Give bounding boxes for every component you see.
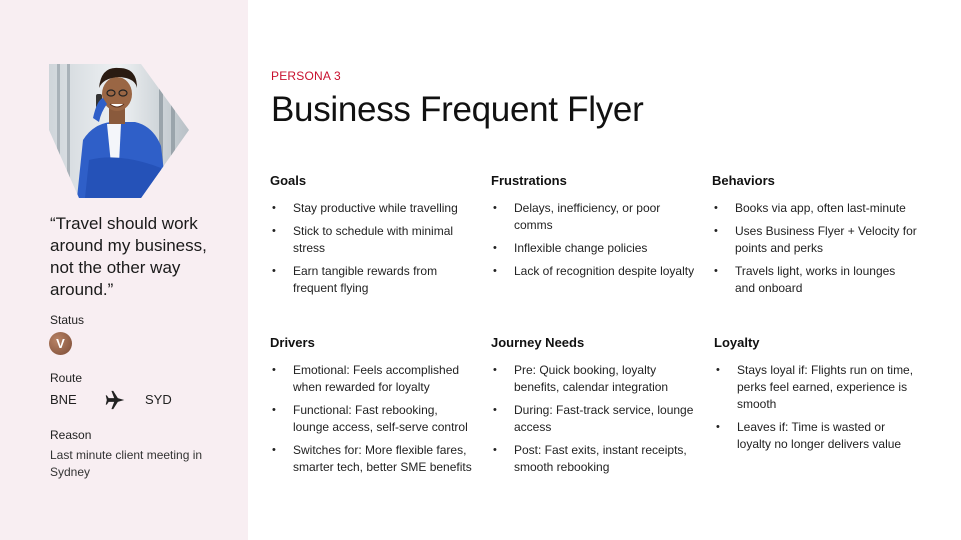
list-item: • Stick to schedule with minimal stress (270, 223, 475, 257)
section-title: Behaviors (712, 173, 775, 188)
persona-quote: “Travel should work around my business, not the other way around.” (50, 214, 207, 299)
section-frustrations (491, 173, 696, 286)
status-label: Status (50, 313, 85, 327)
list-item: • Earn tangible rewards from frequent flying (270, 263, 475, 297)
reason-label: Reason (50, 428, 92, 442)
reason-text: Last minute client meeting in Sydney (50, 448, 203, 479)
route-label: Route (50, 371, 83, 385)
list-item: • Stay productive while travelling (270, 200, 475, 217)
section-title: Drivers (270, 335, 315, 350)
list-item: • Uses Business Flyer + Velocity for points and perks (712, 223, 917, 257)
list-item: • Lack of recognition despite loyalty (491, 263, 696, 280)
list-item: • Stays loyal if: Flights run on time, perks feel earned, experience is smooth (714, 362, 919, 413)
section-journey-needs (491, 335, 696, 482)
section-title: Loyalty (714, 335, 760, 350)
list-item: • Pre: Quick booking, loyalty benefits, calendar integration (491, 362, 696, 396)
section-goals (270, 173, 475, 303)
list-item: • Delays, inefficiency, or poor comms (491, 200, 696, 234)
persona-sidebar (0, 0, 248, 540)
list-item: • Emotional: Feels accomplished when rewarded for loyalty (270, 362, 475, 396)
persona-number: PERSONA 3 (271, 69, 341, 83)
velocity-status-icon: V (49, 332, 72, 355)
list-item: • Switches for: More flexible fares, smarter tech, better SME benefits (270, 442, 475, 476)
list-item: • Post: Fast exits, instant receipts, smooth rebooking (491, 442, 696, 476)
list-item: • Travels light, works in lounges and onboard (712, 263, 917, 297)
list-item: • Books via app, often last-minute (712, 200, 917, 217)
page-title: Business Frequent Flyer (271, 90, 644, 129)
route-origin: BNE (50, 392, 77, 407)
section-title: Frustrations (491, 173, 567, 188)
section-drivers (270, 335, 475, 482)
persona-photo (49, 64, 189, 198)
section-title: Goals (270, 173, 307, 188)
route-destination: SYD (145, 392, 172, 407)
list-item: • Functional: Fast rebooking, lounge access, self-serve control (270, 402, 475, 436)
section-title: Journey Needs (491, 335, 585, 350)
list-item: • Leaves if: Time is wasted or loyalty no longer delivers value (714, 419, 919, 453)
list-item: • Inflexible change policies (491, 240, 696, 257)
section-behaviors (712, 173, 917, 303)
airplane-icon (104, 389, 128, 411)
section-loyalty (714, 335, 919, 459)
list-item: • During: Fast-track service, lounge access (491, 402, 696, 436)
